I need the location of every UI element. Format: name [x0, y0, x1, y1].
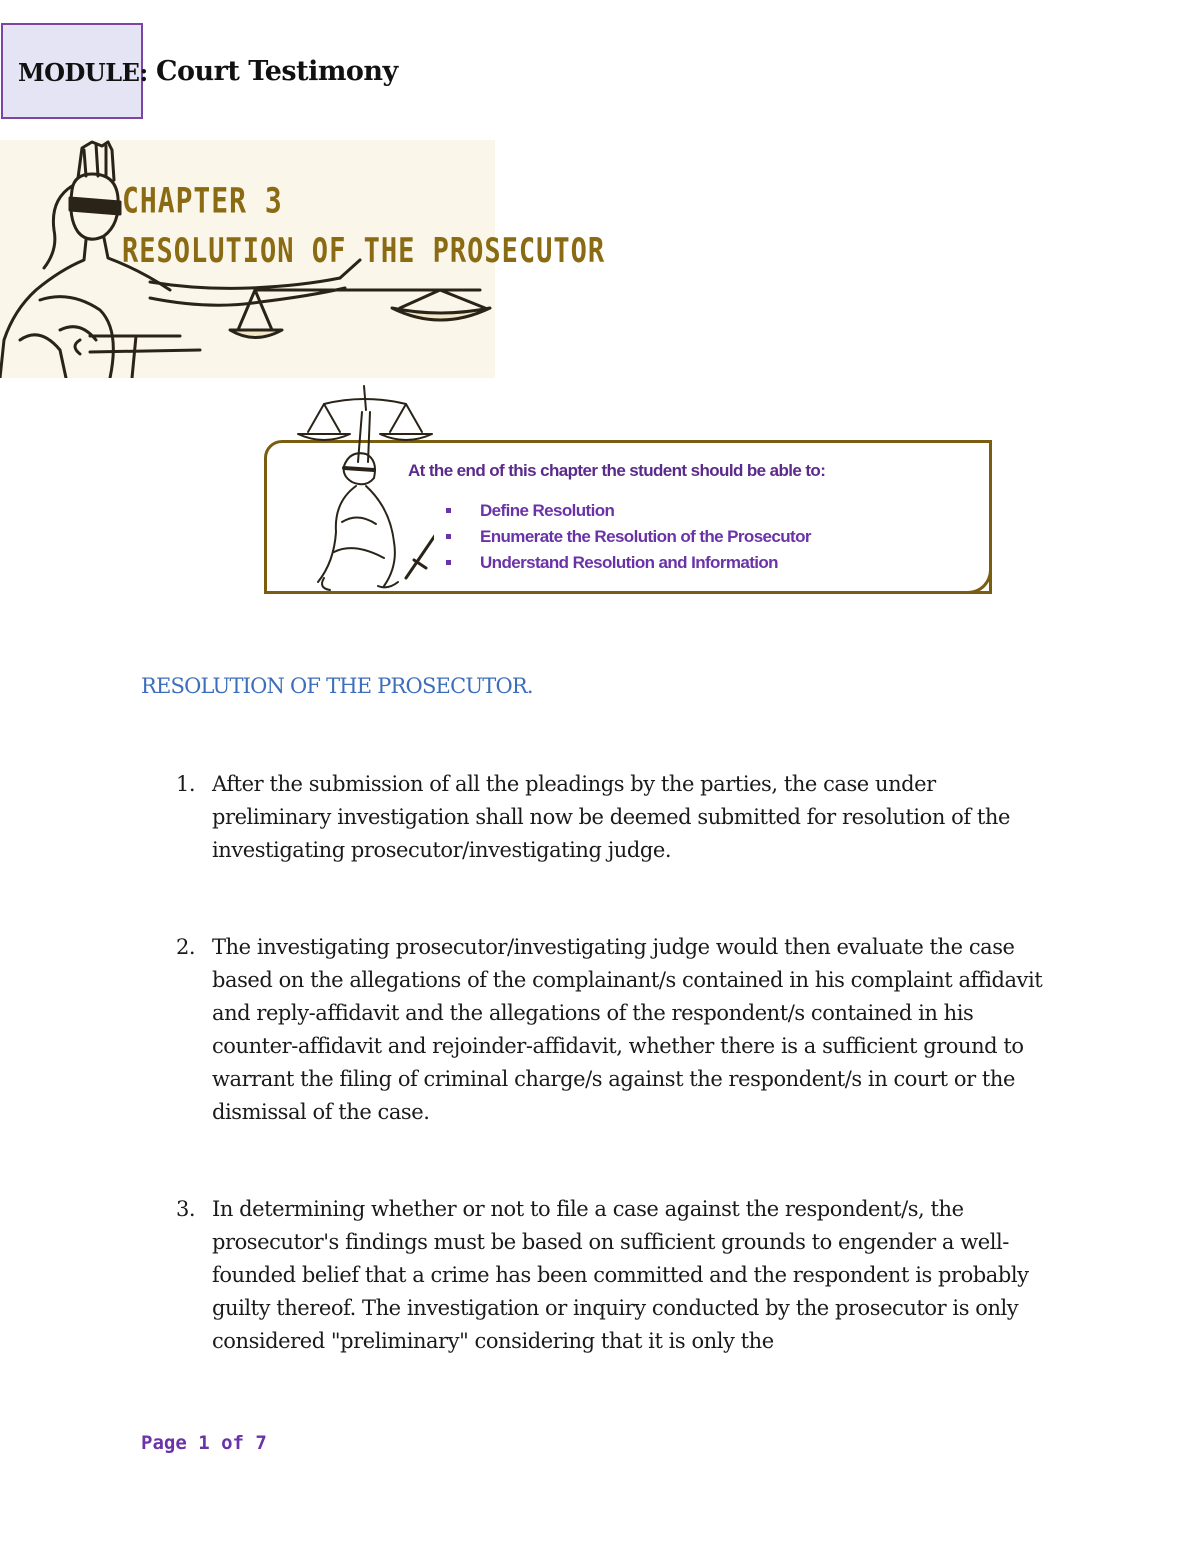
paragraph-text: The investigating prosecutor/investigating judge would then evaluate the case based on the allegations of the complainant/s contained in his complaint affidavit and reply-affidavit and the allegations of the respondent/s contained in his counter-affidavit and rejoinder-affidavit, whether there is a sufficient ground to warrant the filing of criminal charge/s against the respondent/s in court or the dismissal of the case.: [212, 935, 1043, 1124]
paragraph-text: After the submission of all the pleadings by the parties, the case under preliminary investigation shall now be deemed submitted for resolution of the investigating prosecutor/investigating judge.: [212, 772, 1010, 862]
paragraph-number: 3.: [176, 1197, 196, 1221]
section-heading: RESOLUTION OF THE PROSECUTOR.: [141, 674, 533, 698]
paragraph-number: 2.: [176, 935, 196, 959]
paragraph-text: In determining whether or not to file a case against the respondent/s, the prosecutor's findings must be based on sufficient grounds to engender a well-founded belief that a crime has been committed and the respondent is probably guilty thereof. The investigation or inquiry conducted by the prosecutor is only considered "preliminary" considering that it is only the: [212, 1197, 1029, 1353]
module-title: Court Testimony: [156, 56, 398, 87]
objective-text: Understand Resolution and Information: [480, 553, 778, 572]
bullet-icon: [446, 534, 451, 539]
objectives-list: [444, 500, 811, 578]
objectives-box-corner: [965, 567, 992, 594]
paragraph-item: [176, 768, 1056, 867]
objective-item: [444, 552, 811, 578]
chapter-title: RESOLUTION OF THE PROSECUTOR: [122, 232, 606, 271]
page-number: Page 1 of 7: [141, 1432, 267, 1454]
module-label: MODULE:: [18, 58, 148, 87]
objective-text: Define Resolution: [480, 501, 615, 520]
chapter-number: CHAPTER 3: [122, 180, 283, 222]
bullet-icon: [446, 508, 451, 513]
justice-scale-icon: [294, 382, 434, 592]
objective-item: [444, 500, 811, 526]
objective-item: [444, 526, 811, 552]
objectives-intro: At the end of this chapter the student should be able to:: [408, 461, 826, 480]
objective-text: Enumerate the Resolution of the Prosecutor: [480, 527, 811, 546]
bullet-icon: [446, 560, 451, 565]
paragraph-number: 1.: [176, 772, 196, 796]
paragraph-item: [176, 931, 1056, 1129]
paragraph-item: [176, 1193, 1056, 1358]
numbered-paragraphs: [176, 768, 1056, 1358]
